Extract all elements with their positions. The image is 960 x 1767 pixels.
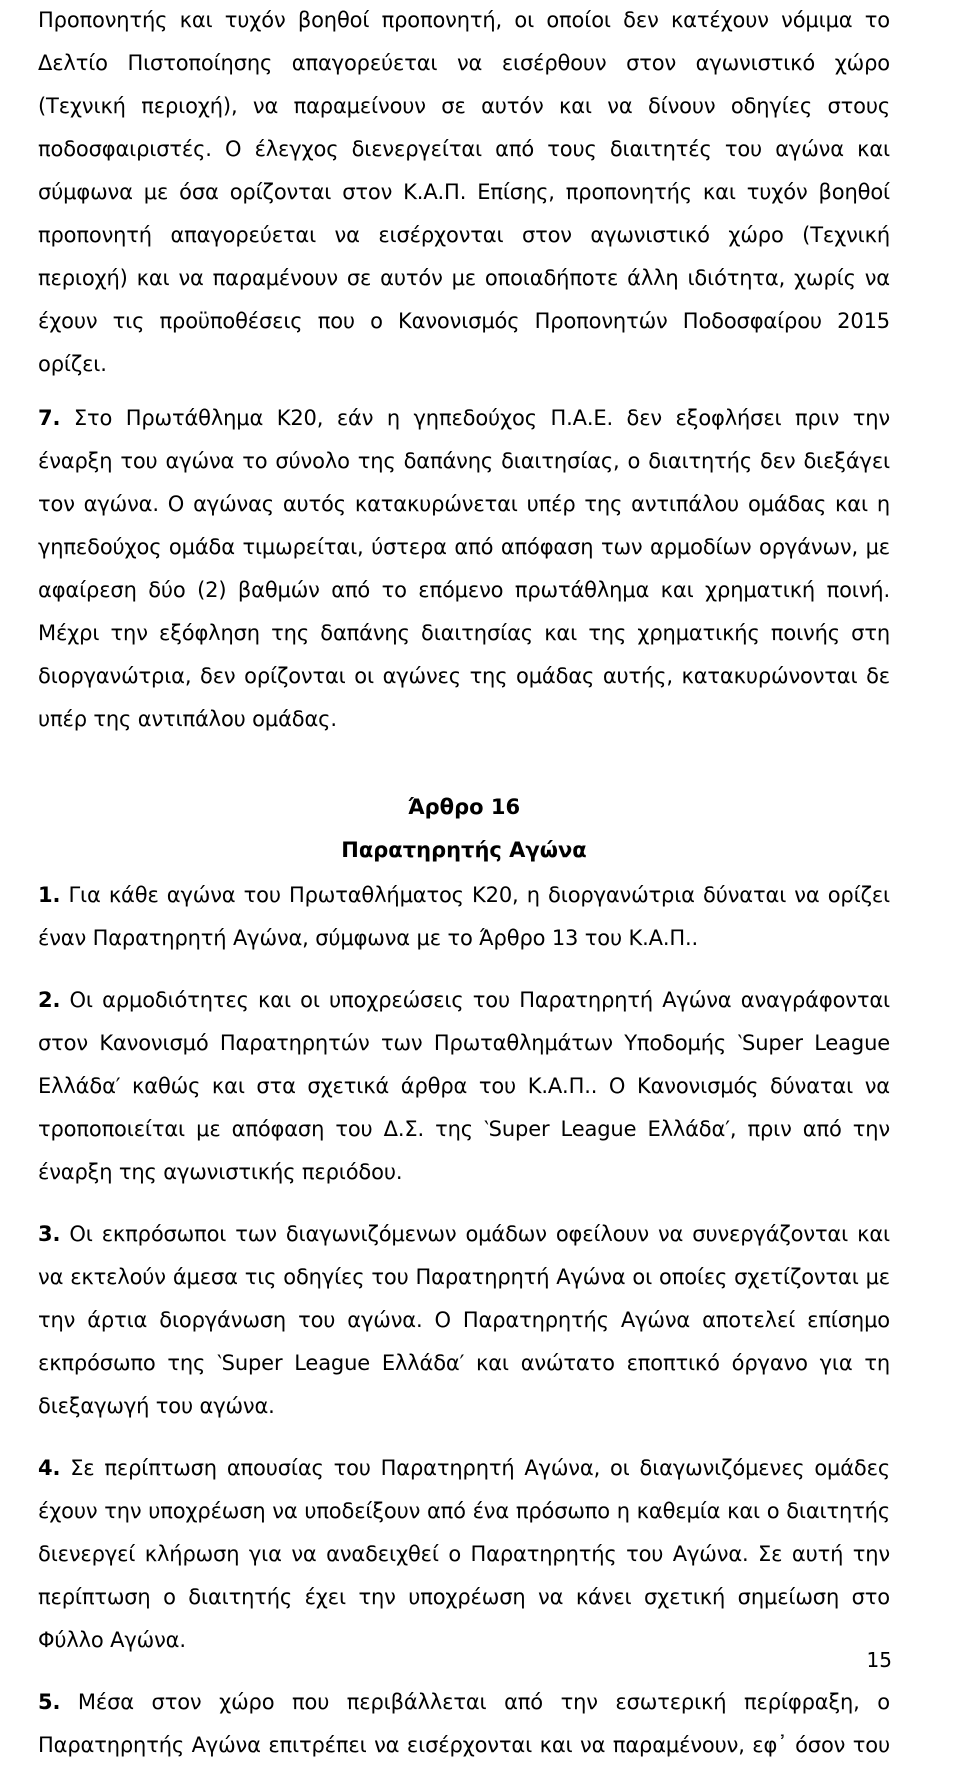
- article-item-5: [38, 1681, 890, 1767]
- item-5-text: Μέσα στον χώρο που περιβάλλεται από την εσωτερική περίφραξη, ο Παρατηρητής Αγώνα επιτρέπει να εισέρχονται και να παραμένουν, εφ᾽ όσον του: [38, 1690, 891, 1757]
- item-3-number: 3.: [38, 1222, 61, 1246]
- article-number: Άρθρο 16: [407, 795, 521, 819]
- article-item-1: [38, 874, 890, 960]
- item-4-text: Σε περίπτωση απουσίας του Παρατηρητή Αγώνα, οι διαγωνιζόμενες ομάδες έχουν την υποχρέωση να υποδείξουν από ένα πρόσωπο η καθεμία και ο διαιτητής διενεργεί κλήρωση για να αναδειχθεί ο Παρατηρητής του Αγώνα. Σε αυτή την περίπτωση ο διαιτητής έχει την υποχρέωση να κάνει σχετική σημείωση στο Φύλλο Αγώνα.: [38, 1456, 891, 1652]
- article-item-4: [38, 1447, 890, 1662]
- item-2-number: 2.: [38, 988, 61, 1012]
- item-7-text: Στο Πρωτάθλημα Κ20, εάν η γηπεδούχος Π.Α.Ε. δεν εξοφλήσει πριν την έναρξη του αγώνα το σύνολο της δαπάνης διαιτησίας, ο διαιτητής δεν διεξάγει τον αγώνα. Ο αγώνας αυτός κατακυρώνεται υπέρ της αντιπάλου ομάδας και η γηπεδούχος ομάδα τιμωρείται, ύστερα από απόφαση των αρμοδίων οργάνων, με αφαίρεση δύο (2) βαθμών από το επόμενο πρωτάθλημα και χρηματική ποινή. Μέχρι την εξόφληση της δαπάνης διαιτησίας και της χρηματικής ποινής στη διοργανώτρια, δεν ορίζονται οι αγώνες της ομάδας αυτής, κατακυρώνονται δε υπέρ της αντιπάλου ομάδας.: [38, 406, 890, 731]
- item-1-text: Για κάθε αγώνα του Πρωταθλήματος Κ20, η διοργανώτρια δύναται να ορίζει έναν Παρατηρητή Αγώνα, σύμφωνα με το Άρθρο 13 του Κ.Α.Π..: [38, 883, 890, 950]
- item-1-number: 1.: [38, 883, 61, 907]
- document-body: [38, 0, 890, 1767]
- item-3-text: Οι εκπρόσωποι των διαγωνιζόμενων ομάδων οφείλουν να συνεργάζονται και να εκτελούν άμεσα τις οδηγίες του Παρατηρητή Αγώνα οι οποίες σχετίζονται με την άρτια διοργάνωση του αγώνα. Ο Παρατηρητής Αγώνα αποτελεί επίσημο εκπρόσωπο της ‵Super League Ελλάδα′ και ανώτατο εποπτικό όργανο για τη διεξαγωγή του αγώνα.: [38, 1222, 890, 1418]
- article-item-3: [38, 1213, 890, 1428]
- item-5-number: 5.: [38, 1690, 61, 1714]
- article-title: Παρατηρητής Αγώνα: [341, 838, 587, 862]
- article-item-2: [38, 979, 890, 1194]
- intro-paragraph: Προπονητής και τυχόν βοηθοί προπονητή, οι οποίοι δεν κατέχουν νόμιμα το Δελτίο Πιστοποίησης απαγορεύεται να εισέρθουν στον αγωνιστικό χώρο (Τεχνική περιοχή), να παραμείνουν σε αυτόν και να δίνουν οδηγίες στους ποδοσφαιριστές. Ο έλεγχος διενεργείται από τους διαιτητές του αγώνα και σύμφωνα με όσα ορίζονται στον Κ.Α.Π. Επίσης, προπονητής και τυχόν βοηθοί προπονητή απαγορεύεται να εισέρχονται στον αγωνιστικό χώρο (Τεχνική περιοχή) και να παραμένουν σε αυτόν με οποιαδήποτε άλλη ιδιότητα, χωρίς να έχουν τις προϋποθέσεις που ο Κανονισμός Προπονητών Ποδοσφαίρου 2015 ορίζει.: [38, 8, 890, 376]
- item-7-paragraph: [38, 397, 890, 741]
- item-4-number: 4.: [38, 1456, 61, 1480]
- page-number: 15: [866, 1648, 892, 1672]
- item-7-number: 7.: [38, 406, 61, 430]
- item-2-text: Οι αρμοδιότητες και οι υποχρεώσεις του Παρατηρητή Αγώνα αναγράφονται στον Κανονισμό Παρατηρητών των Πρωταθλημάτων Υποδομής ‵Super League Ελλάδα′ καθώς και στα σχετικά άρθρα του Κ.Α.Π.. Ο Κανονισμός δύναται να τροποποιείται με απόφαση του Δ.Σ. της ‵Super League Ελλάδα′, πριν από την έναρξη της αγωνιστικής περιόδου.: [38, 988, 890, 1184]
